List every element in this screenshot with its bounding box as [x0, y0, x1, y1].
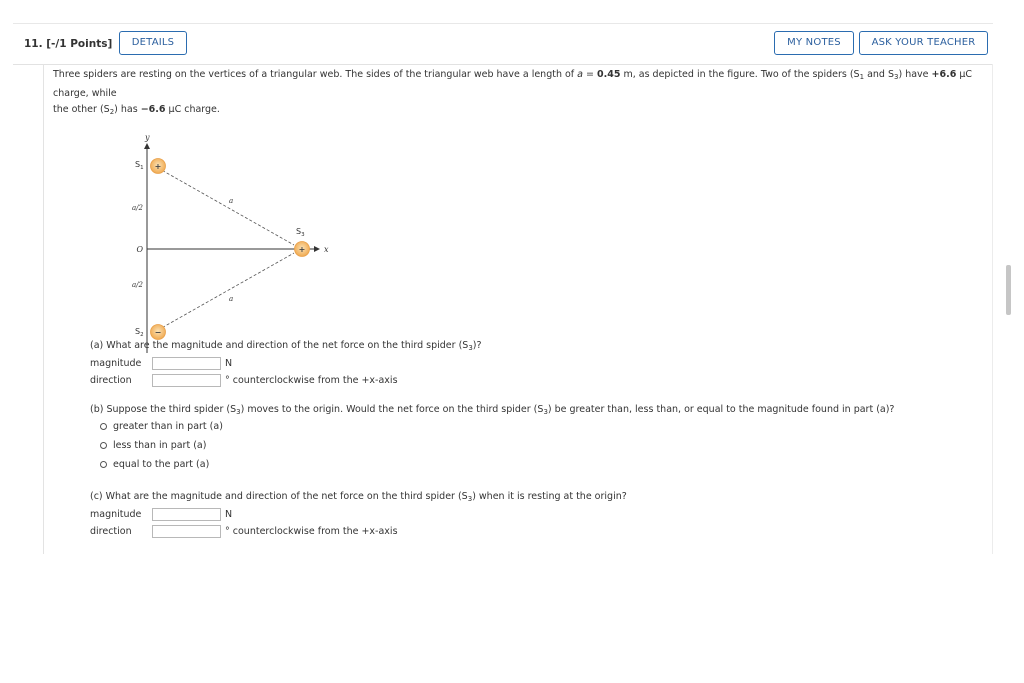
part-b-text: ) moves to the origin. Would the net force on the third spider (S — [240, 404, 544, 415]
part-c-text: ) when it is resting at the origin? — [472, 491, 627, 502]
x-axis-arrow-icon — [314, 246, 320, 252]
s3-label: $S_3$ — [296, 227, 305, 238]
page-scrollbar[interactable] — [1006, 265, 1011, 315]
part-c-magnitude-label: magnitude — [90, 509, 142, 520]
part-b-text: ) be greater than, less than, or equal to the magnitude found in part (a)? — [547, 404, 895, 415]
part-c-direction-label: direction — [90, 526, 132, 537]
side-s1-s3 — [158, 168, 294, 245]
question-card — [13, 23, 993, 555]
part-a-magnitude-label: magnitude — [90, 358, 142, 369]
subscript: 3 — [236, 408, 241, 416]
negative-charge-value: −6.6 — [140, 104, 166, 115]
triangle-web-figure — [118, 131, 348, 361]
my-notes-button[interactable]: MY NOTES — [774, 31, 854, 55]
side-a-label-top: a — [229, 197, 234, 205]
plus-sign: + — [298, 245, 306, 254]
problem-text-segment: the other (S — [53, 104, 110, 115]
part-c-direction-unit: ° counterclockwise from the +x-axis — [225, 526, 398, 537]
part-c-question — [90, 491, 627, 503]
s2-label: $S_2$ — [135, 327, 144, 338]
problem-text-segment: ) has — [114, 104, 141, 115]
side-length-value: 0.45 — [597, 69, 621, 80]
plus-sign: + — [154, 162, 162, 171]
part-c-magnitude-input[interactable] — [152, 508, 221, 521]
radio-button-icon[interactable] — [100, 461, 107, 468]
problem-text-segment: ) have — [898, 69, 932, 80]
problem-statement — [53, 67, 988, 121]
details-button[interactable]: DETAILS — [119, 31, 187, 55]
subscript: 3 — [468, 344, 473, 352]
part-c-magnitude-unit: N — [225, 509, 233, 520]
part-a-direction-input[interactable] — [152, 374, 221, 387]
y-axis-label: y — [145, 133, 150, 142]
side-a-label-bottom: a — [229, 295, 234, 303]
subscript: 3 — [543, 408, 548, 416]
question-header — [13, 23, 993, 65]
spider-s3-positive-charge — [295, 242, 310, 257]
subscript: 3 — [467, 495, 473, 503]
part-a-question — [90, 340, 482, 352]
subscript: 2 — [109, 108, 115, 116]
option-less-than[interactable] — [100, 440, 206, 451]
side-s2-s3 — [158, 253, 294, 330]
subscript: 1 — [859, 73, 865, 81]
option-label: equal to the part (a) — [113, 459, 210, 470]
problem-text-segment: and S — [864, 69, 894, 80]
content-left-border — [43, 64, 44, 554]
question-title: 11. [-/1 Points] — [24, 38, 113, 50]
option-label: less than in part (a) — [113, 440, 207, 451]
option-equal-to[interactable] — [100, 459, 209, 470]
option-greater-than[interactable] — [100, 421, 223, 432]
minus-sign: − — [154, 328, 162, 337]
content-right-border — [992, 64, 993, 554]
problem-text-segment: = — [583, 69, 597, 80]
part-b-text: (b) Suppose the third spider (S — [90, 404, 237, 415]
y-axis-arrow-icon — [144, 143, 150, 149]
radio-button-icon[interactable] — [100, 423, 107, 430]
part-a-magnitude-input[interactable] — [152, 357, 221, 370]
problem-text-segment: Three spiders are resting on the vertices of a triangular web. The sides of the triangular web have a length of — [53, 69, 578, 80]
spider-s1-positive-charge — [151, 159, 166, 174]
radio-button-icon[interactable] — [100, 442, 107, 449]
s1-label: $S_1$ — [135, 160, 144, 171]
part-c-direction-input[interactable] — [152, 525, 221, 538]
origin-label: O — [136, 245, 143, 254]
option-label: greater than in part (a) — [113, 421, 223, 432]
part-a-text: )? — [472, 340, 482, 351]
subscript: 3 — [894, 73, 899, 81]
variable-a: a — [577, 69, 583, 80]
x-axis-label: x — [324, 245, 329, 254]
part-a-direction-unit: ° counterclockwise from the +x-axis — [225, 375, 398, 386]
positive-charge-value: +6.6 — [931, 69, 957, 80]
problem-text-segment: µC charge. — [165, 104, 220, 115]
problem-text-segment: µC charge, while — [53, 69, 973, 99]
ask-your-teacher-button[interactable]: ASK YOUR TEACHER — [859, 31, 988, 55]
part-a-magnitude-unit: N — [225, 358, 233, 369]
half-a-label-top: a/2 — [132, 204, 143, 212]
spider-s2-negative-charge — [151, 325, 166, 340]
part-c-text: (c) What are the magnitude and direction of the net force on the third spider (S — [90, 491, 468, 502]
part-b-question — [90, 404, 894, 416]
part-a-text: (a) What are the magnitude and direction of the net force on the third spider (S — [90, 340, 469, 351]
part-a-direction-label: direction — [90, 375, 132, 386]
half-a-label-bottom: a/2 — [132, 281, 143, 289]
problem-text-segment: m, as depicted in the figure. Two of the spiders (S — [620, 69, 860, 80]
